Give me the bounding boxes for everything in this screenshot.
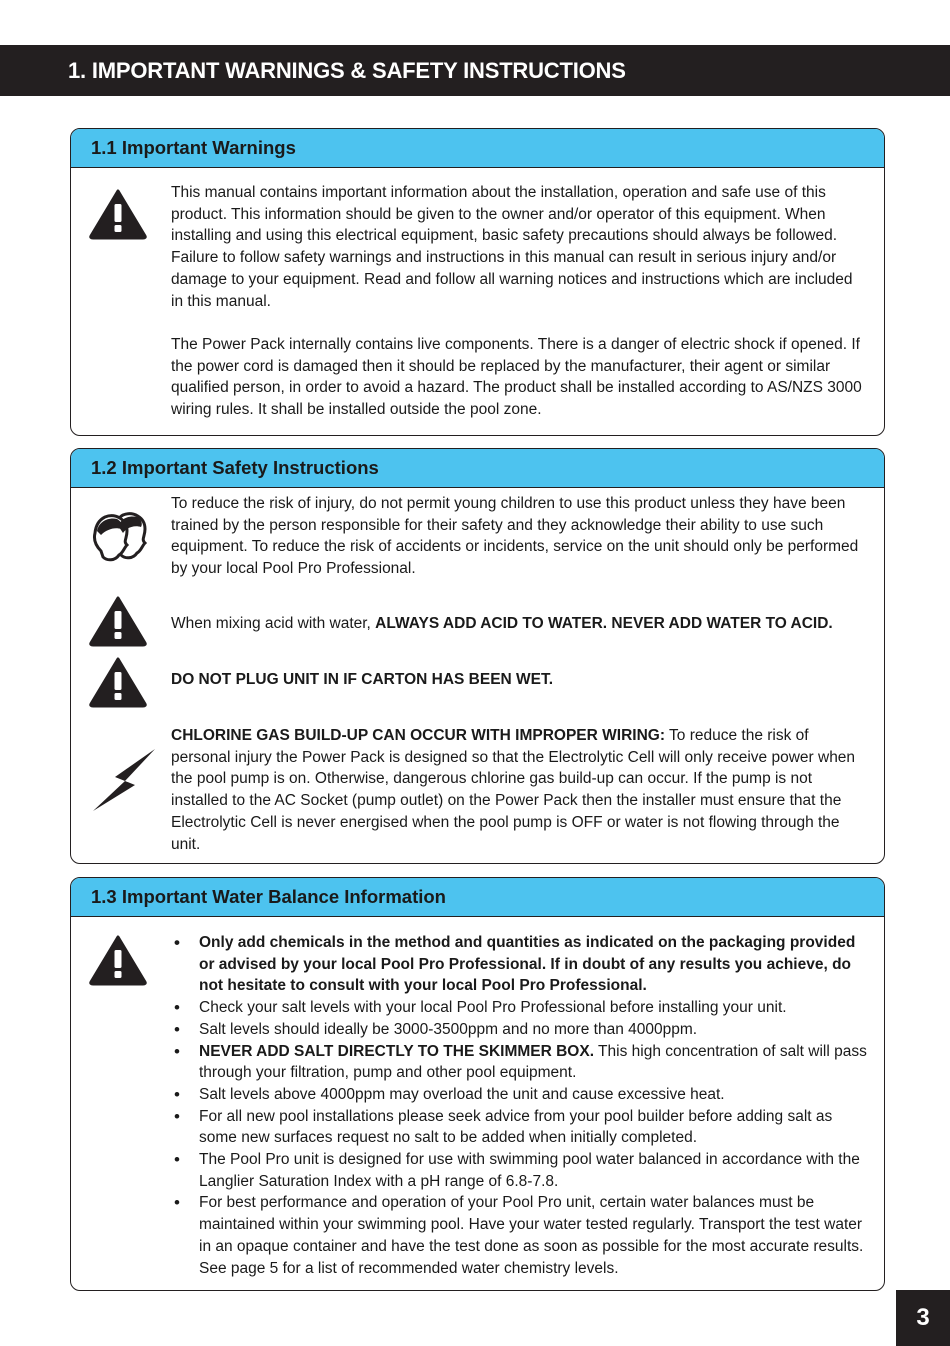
warning-triangle-icon bbox=[89, 595, 147, 647]
children-icon bbox=[89, 509, 149, 563]
acid-warning-text bbox=[171, 613, 866, 635]
skimmer-warning-body: This high concentration of salt will pass through your filtration, pump and other pool equipment. bbox=[199, 1042, 867, 1082]
warning-triangle-icon bbox=[89, 656, 147, 708]
section-important-safety bbox=[70, 448, 885, 864]
water-balance-list bbox=[172, 932, 872, 1279]
list-item bbox=[172, 1041, 872, 1084]
section-water-balance bbox=[70, 877, 885, 1291]
warning-triangle-icon bbox=[89, 188, 147, 240]
page-title: 1. IMPORTANT WARNINGS & SAFETY INSTRUCTIONS bbox=[0, 45, 950, 96]
warning-triangle-icon bbox=[89, 934, 147, 986]
lightning-bolt-icon bbox=[91, 747, 157, 813]
list-item: • Salt levels above 4000ppm may overload the unit and cause excessive heat. bbox=[172, 1084, 872, 1106]
list-item: • For all new pool installations please seek advice from your pool builder before adding salt as some new surfaces request no salt to be added when initially completed. bbox=[172, 1106, 872, 1149]
list-item: • The Pool Pro unit is designed for use with swimming pool water balanced in accordance with the Langlier Saturation Index with a pH range of 6.8-7.8. bbox=[172, 1149, 872, 1192]
section-title: 1.2 Important Safety Instructions bbox=[71, 449, 884, 488]
children-warning-text: To reduce the risk of injury, do not permit young children to use this product unless they have been trained by the person responsible for their safety and they acknowledge their ability to use such equipment. To reduce the risk of accidents or incidents, service on the unit should only be performed by your local Pool Pro Professional. bbox=[171, 495, 859, 578]
section-title: 1.1 Important Warnings bbox=[71, 129, 884, 168]
list-item: • Only add chemicals in the method and quantities as indicated on the packaging provided or advised by your local Pool Pro Professional. If in doubt of any results you achieve, do not hesitate to consult with your local Pool Pro Professional. bbox=[172, 932, 872, 997]
skimmer-warning-bold: NEVER ADD SALT DIRECTLY TO THE SKIMMER BOX. bbox=[199, 1042, 595, 1060]
carton-warning-text: DO NOT PLUG UNIT IN IF CARTON HAS BEEN WET. bbox=[171, 671, 554, 688]
chlorine-warning-text bbox=[171, 725, 866, 855]
chlorine-warning-bold: CHLORINE GAS BUILD-UP CAN OCCUR WITH IMPROPER WIRING: bbox=[171, 727, 665, 744]
list-item: • Salt levels should ideally be 3000-3500ppm and no more than 4000ppm. bbox=[172, 1019, 872, 1041]
chlorine-warning-body: To reduce the risk of personal injury the Power Pack is designed so that the Electrolytic Cell will only receive power when the pool pump is on. Otherwise, dangerous chlorine gas build-up can occur. If the pump is not installed to the AC Socket (pump outlet) on the Power Pack then the installer must ensure that the Electrolytic Cell is never energised when the pool pump is OFF or water is not flowing through the unit. bbox=[171, 727, 856, 853]
section-important-warnings bbox=[70, 128, 885, 436]
warnings-paragraph-2: The Power Pack internally contains live components. There is a danger of electric shock if opened. If the power cord is damaged then it should be replaced by the manufacturer, their agent or similar qualified person, in order to avoid a hazard. The product shall be installed according to AS/NZS 3000 wiring rules. It shall be installed outside the pool zone. bbox=[171, 336, 862, 419]
page-number: 3 bbox=[896, 1290, 950, 1346]
warnings-paragraph-1: This manual contains important information about the installation, operation and safe use of this product. This information should be given to the owner and/or operator of this equipment. When installing and using this electrical equipment, basic safety precautions should always be followed. Failure to follow safety warnings and instructions in this manual can result in serious injury and/or damage to your equipment. Read and follow all warning notices and instructions which are included in this manual. bbox=[171, 184, 853, 310]
list-item: • Check your salt levels with your local Pool Pro Professional before installing your unit. bbox=[172, 997, 872, 1019]
list-item: • For best performance and operation of your Pool Pro unit, certain water balances must be maintained within your swimming pool. Have your water tested regularly. Transport the test water in an opaque container and have the test done as soon as possible for the most accurate results. See page 5 for a list of recommended water chemistry levels. bbox=[172, 1192, 872, 1279]
acid-warning-prefix: When mixing acid with water, bbox=[171, 615, 376, 632]
section-title: 1.3 Important Water Balance Information bbox=[71, 878, 884, 917]
acid-warning-bold: ALWAYS ADD ACID TO WATER. NEVER ADD WATER TO ACID. bbox=[375, 615, 833, 632]
